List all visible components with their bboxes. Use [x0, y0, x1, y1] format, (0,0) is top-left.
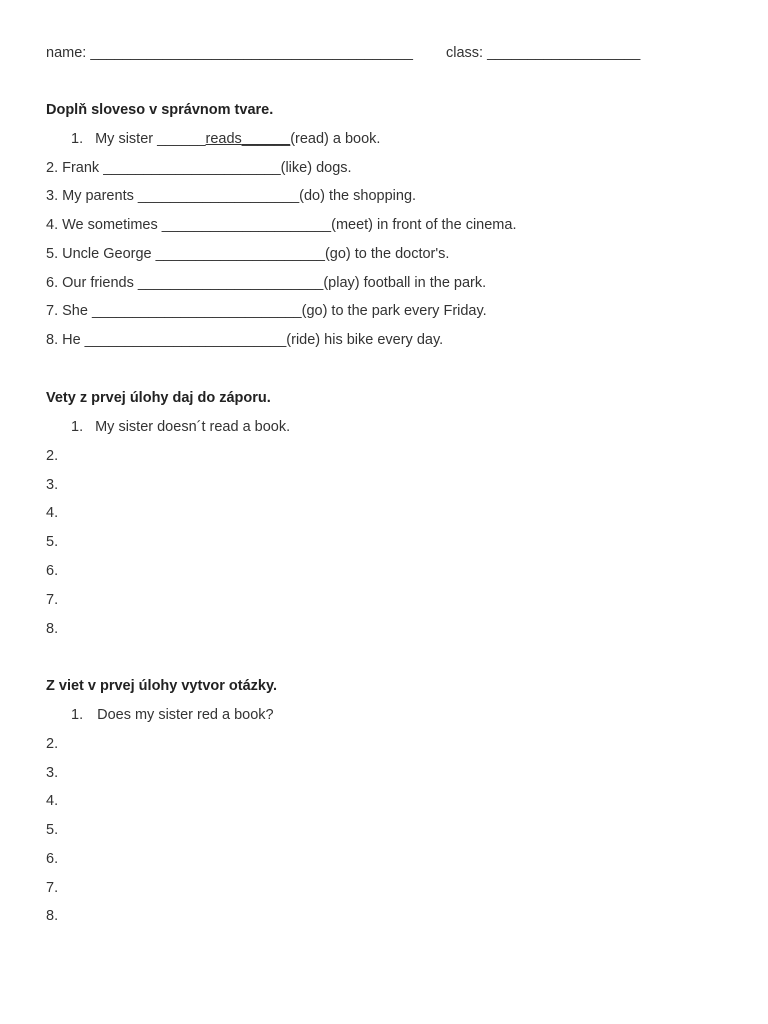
section2-item-5: 5. — [46, 534, 59, 550]
section2-item-1 — [71, 418, 290, 436]
section2-item-1-number: 1. — [71, 419, 84, 435]
section1-item-7: 7. She __________________________(go) to the park every Friday. — [46, 303, 487, 319]
section1-item-2: 2. Frank ______________________(like) dogs. — [46, 160, 352, 176]
section2-item-8: 8. — [46, 621, 59, 637]
section1-title: Doplň sloveso v správnom tvare. — [46, 102, 274, 118]
section1-item-1-before: My sister ______ — [95, 131, 206, 147]
section3-item-1-number: 1. — [71, 707, 84, 723]
section3-item-3: 3. — [46, 765, 59, 781]
section3-item-4: 4. — [46, 793, 59, 809]
section3-item-6: 6. — [46, 851, 59, 867]
section1-item-1-after: (read) a book. — [290, 131, 381, 147]
section1-item-1-number: 1. — [71, 131, 84, 147]
section1-item-1-answer: reads — [205, 131, 242, 147]
section3-item-1 — [71, 706, 274, 724]
section3-item-1-text: Does my sister red a book? — [97, 707, 274, 723]
section1-item-5: 5. Uncle George _____________________(go) to the doctor's. — [46, 246, 450, 262]
section3-item-2: 2. — [46, 736, 59, 752]
section2-item-4: 4. — [46, 505, 59, 521]
name-field-label: name: ________________________________________ — [46, 45, 413, 61]
section2-item-7: 7. — [46, 592, 59, 608]
section1-item-1-blank: ______ — [241, 131, 291, 147]
section2-item-1-text: My sister doesn´t read a book. — [95, 419, 291, 435]
section1-item-4: 4. We sometimes _____________________(meet) in front of the cinema. — [46, 217, 517, 233]
section1-item-3: 3. My parents ____________________(do) the shopping. — [46, 188, 417, 204]
class-field-label: class: ___________________ — [446, 45, 641, 61]
section3-title: Z viet v prvej úlohy vytvor otázky. — [46, 678, 278, 694]
section1-item-8: 8. He _________________________(ride) his bike every day. — [46, 332, 444, 348]
section2-title: Vety z prvej úlohy daj do záporu. — [46, 390, 271, 406]
section3-item-7: 7. — [46, 880, 59, 896]
section2-item-3: 3. — [46, 477, 59, 493]
section2-item-6: 6. — [46, 563, 59, 579]
section2-item-2: 2. — [46, 448, 59, 464]
section3-item-8: 8. — [46, 908, 59, 924]
section1-item-6: 6. Our friends _______________________(play) football in the park. — [46, 275, 487, 291]
section1-item-1 — [71, 130, 380, 148]
section3-item-5: 5. — [46, 822, 59, 838]
